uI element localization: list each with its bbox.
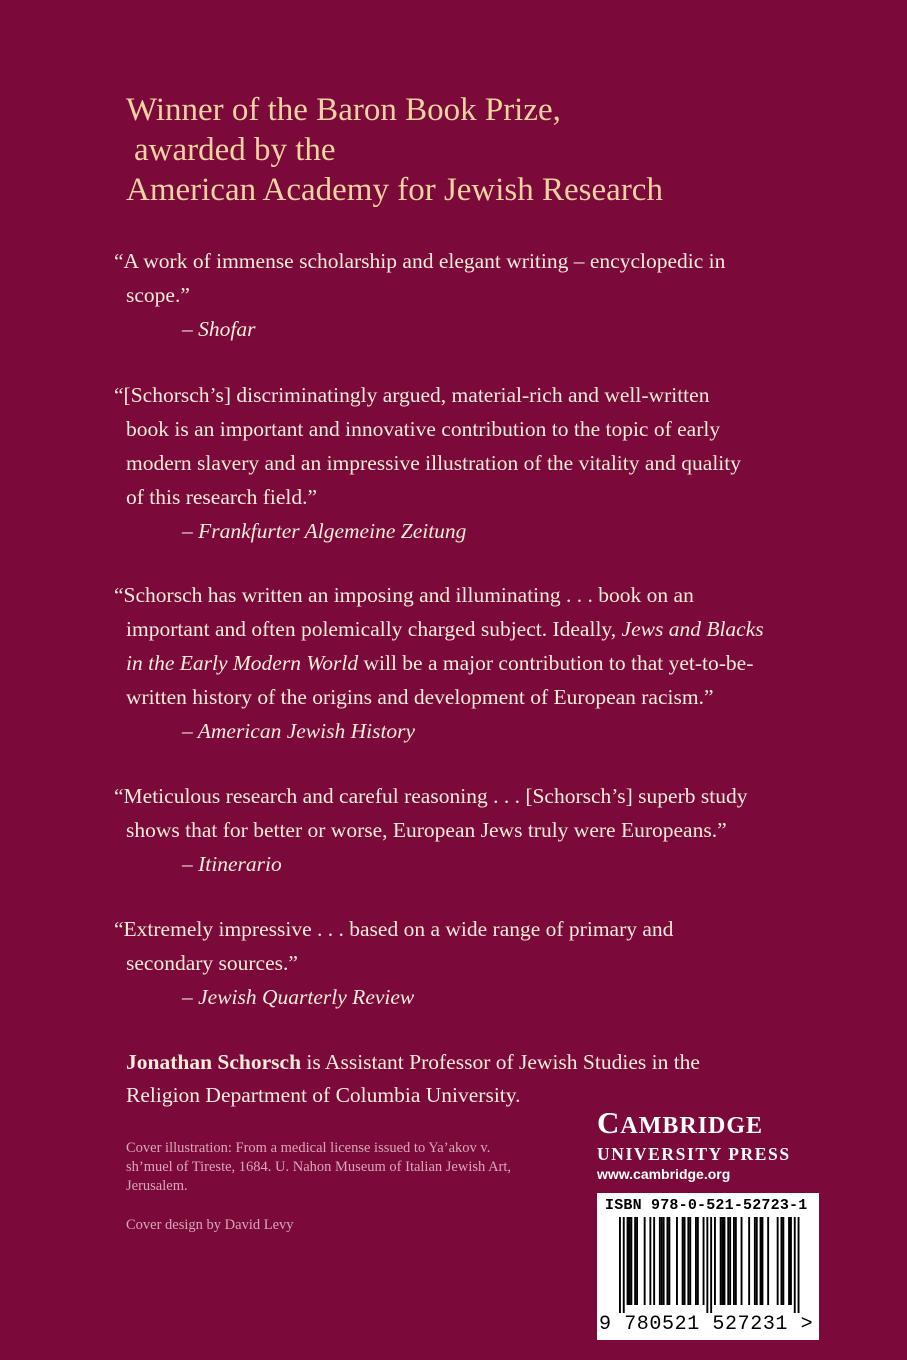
barcode-bar [748,1217,750,1305]
author-bio [126,1046,766,1112]
quote-line: of this research field.” [126,485,318,509]
barcode-digits: 9 780521 527231 > [599,1313,814,1336]
barcode-bar [724,1217,726,1305]
barcode-bar [722,1217,724,1305]
publisher-initial: C [597,1105,621,1140]
publisher-name [597,1105,837,1144]
credit-line: Cover design by David Levy [126,1217,294,1233]
barcode-bar [727,1217,729,1305]
review-quote-american-jewish-history [114,578,804,748]
barcode-bar [790,1217,792,1305]
barcode-bar [684,1217,686,1305]
barcode-bar [663,1217,665,1305]
barcode-bar [735,1217,737,1305]
publisher-logo [597,1105,837,1184]
quote-line: “[Schorsch’s] discriminatingly argued, material-rich and well-written [114,383,710,407]
barcode-bar [788,1217,790,1305]
quote-source: – Itinerario [182,852,282,876]
credit-line: sh’muel of Tireste, 1684. U. Nahon Museum of Italian Jewish Art, [126,1159,512,1175]
credit-line: Jerusalem. [126,1178,188,1194]
review-quote-jewish-quarterly [114,912,804,1014]
quote-line: written history of the origins and development of European racism.” [126,685,714,709]
barcode-bar [629,1217,631,1305]
quote-line: “Schorsch has written an imposing and illuminating . . . book on an [114,583,694,607]
quote-line [114,646,804,680]
bio-line [126,1046,766,1079]
barcode-bar [710,1217,712,1313]
prize-heading [126,90,826,210]
isbn-barcode [597,1193,819,1340]
barcode-bar [644,1217,646,1305]
review-quote-shofar [114,244,804,346]
publisher-name-rest: AMBRIDGE [620,1113,764,1139]
barcode-bar [703,1217,705,1305]
barcode-bar [729,1217,731,1305]
barcode-bar [649,1217,651,1305]
barcode-bar [781,1217,783,1305]
quote-source: – Frankfurter Algemeine Zeitung [182,519,467,543]
barcode-bar [667,1217,669,1305]
isbn-number: ISBN 978-0-521-52723-1 [605,1197,808,1214]
author-name: Jonathan Schorsch [126,1050,302,1074]
book-title-italic: Jews and Blacks [621,617,764,641]
barcode-bar [627,1217,629,1305]
quote-line: “Extremely impressive . . . based on a wide range of primary and [114,917,674,941]
barcode-bar [794,1217,796,1313]
barcode-bar [682,1217,684,1305]
barcode-bar [689,1217,691,1305]
barcode-bar [767,1217,769,1305]
barcode-bar [762,1217,764,1305]
barcode-bar [668,1217,670,1305]
barcode-bar [756,1217,758,1305]
quote-source: – Shofar [182,317,256,341]
barcode-bar [720,1217,722,1305]
quote-source: – American Jewish History [182,719,416,743]
barcode-bar [760,1217,762,1305]
review-quote-itinerario [114,779,804,881]
barcode-bar [636,1217,638,1305]
barcode-bar [695,1217,697,1305]
barcode-icon [605,1217,811,1313]
barcode-bar [754,1217,756,1305]
barcode-bar [661,1217,663,1305]
quote-line: book is an important and innovative contribution to the topic of early [126,417,721,441]
cover-design-credit [126,1216,596,1235]
prize-line-2: awarded by the [134,132,336,168]
prize-line-1: Winner of the Baron Book Prize, [126,92,561,128]
publisher-url: www.cambridge.org [597,1166,731,1182]
barcode-bar [782,1217,784,1305]
barcode-bar [687,1217,689,1305]
quote-line: secondary sources.” [126,951,298,975]
barcode-bar [623,1217,625,1313]
quote-line: modern slavery and an impressive illustration of the vitality and quality [126,451,741,475]
prize-line-3: American Academy for Jewish Research [126,172,663,208]
review-quote-frankfurter [114,378,804,548]
barcode-bar [733,1217,735,1305]
quote-text: will be a major contribution to that yet-to-be- [358,651,754,675]
barcode-bar [777,1217,779,1305]
cover-illustration-credit [126,1139,596,1196]
quote-text: important and often polemically charged subject. Ideally, [126,617,622,641]
barcode-bar [706,1217,708,1313]
barcode-bar [714,1217,716,1305]
quote-line: shows that for better or worse, European Jews truly were Europeans.” [126,818,727,842]
barcode-bar [798,1217,800,1313]
bio-text: is Assistant Professor of Jewish Studies in the [301,1050,700,1074]
barcode-bar [619,1217,621,1313]
quote-line: scope.” [126,283,190,307]
barcode-bar [630,1217,632,1305]
credit-line: Cover illustration: From a medical license issued to Ya’akov v. [126,1140,491,1156]
quote-source: – Jewish Quarterly Review [182,985,415,1009]
barcode-bar [676,1217,678,1305]
barcode-bar [697,1217,699,1305]
barcode-bar [634,1217,636,1305]
quote-line: “Meticulous research and careful reasoning . . . [Schorsch’s] superb study [114,784,748,808]
publisher-subtitle: UNIVERSITY PRESS [597,1144,791,1164]
book-title-italic: in the Early Modern World [126,651,359,675]
barcode-bar [741,1217,743,1305]
barcode-bar [653,1217,655,1305]
quote-line: “A work of immense scholarship and elegant writing – encyclopedic in [114,249,726,273]
bio-line: Religion Department of Columbia University. [126,1083,521,1107]
quote-line [114,612,804,646]
barcode-bar [659,1217,661,1305]
